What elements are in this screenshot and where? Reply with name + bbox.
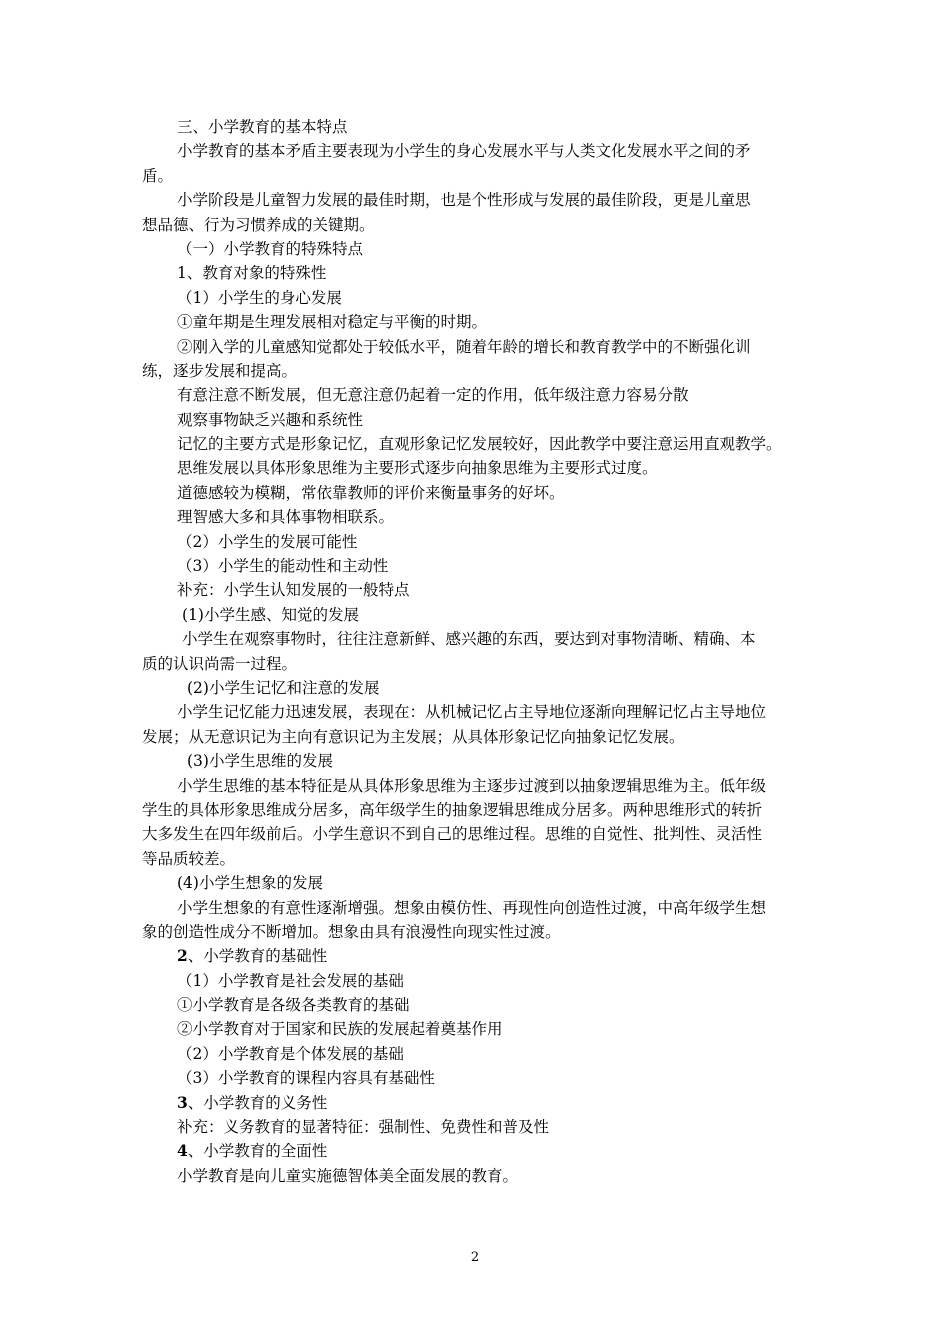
text-line [142, 554, 810, 578]
text-line [142, 676, 810, 700]
line-text: 小学生思维的基本特征是从具体形象思维为主逐步过渡到以抽象逻辑思维为主。低年级 [177, 776, 767, 795]
text-line [142, 822, 810, 846]
text-line [142, 944, 810, 968]
line-text: 道德感较为模糊，常依靠教师的评价来衡量事务的好坏。 [177, 483, 565, 502]
line-text: 象的创造性成分不断增加。想象由具有浪漫性向现实性过渡。 [142, 922, 561, 941]
text-line [142, 871, 810, 895]
section-number: 2 [177, 946, 188, 966]
text-line [142, 749, 810, 773]
text-line [142, 213, 810, 237]
text-line [142, 725, 810, 749]
text-line [142, 847, 810, 871]
line-text: 有意注意不断发展，但无意注意仍起着一定的作用，低年级注意力容易分散 [177, 386, 689, 405]
text-line [142, 139, 810, 163]
text-line [142, 920, 810, 944]
line-text: 想品德、行为习惯养成的关键期。 [142, 215, 375, 234]
text-line [142, 359, 810, 383]
line-text: 、小学教育的全面性 [187, 1142, 328, 1161]
line-text: 理智感大多和具体事物相联系。 [177, 508, 395, 527]
text-line [142, 1042, 810, 1066]
line-text: 、小学教育的基础性 [187, 947, 328, 966]
line-text: 观察事物缺乏兴趣和系统性 [177, 410, 364, 429]
text-line [142, 1164, 810, 1188]
text-line [142, 481, 810, 505]
text-line [142, 774, 810, 798]
text-line [142, 408, 810, 432]
line-text: 三、小学教育的基本特点 [177, 118, 348, 136]
line-text: 思维发展以具体形象思维为主要形式逐步向抽象思维为主要形式过度。 [177, 459, 658, 478]
text-line [142, 164, 810, 188]
line-text: 补充：义务教育的显著特征：强制性、免费性和普及性 [177, 1118, 550, 1137]
text-line [142, 969, 810, 993]
text-line [142, 896, 810, 920]
text-line [142, 1139, 810, 1163]
line-text: ①小学教育是各级各类教育的基础 [177, 996, 410, 1015]
line-text: 补充：小学生认知发展的一般特点 [177, 581, 410, 600]
line-text: （2）小学生的发展可能性 [177, 532, 358, 551]
line-text: 等品质较差。 [142, 849, 236, 868]
text-line [142, 335, 810, 359]
text-line [142, 1091, 810, 1115]
line-text: (1)小学生感、知觉的发展 [182, 605, 359, 624]
text-line [142, 505, 810, 529]
text-line [142, 798, 810, 822]
line-text: （1）小学教育是社会发展的基础 [177, 971, 404, 990]
text-line [142, 1017, 810, 1041]
line-text: 小学教育的基本矛盾主要表现为小学生的身心发展水平与人类文化发展水平之间的矛 [177, 142, 751, 161]
text-line [142, 627, 810, 651]
line-text: ②刚入学的儿童感知觉都处于较低水平，随着年龄的增长和教育教学中的不断强化训 [177, 337, 751, 356]
line-text: （3）小学教育的课程内容具有基础性 [177, 1069, 435, 1088]
line-text: (2)小学生记忆和注意的发展 [187, 678, 380, 697]
line-text: 小学生记忆能力迅速发展，表现在：从机械记忆占主导地位逐渐向理解记忆占主导地位 [177, 703, 767, 722]
line-text: 小学阶段是儿童智力发展的最佳时期，也是个性形成与发展的最佳阶段，更是儿童思 [177, 191, 751, 210]
text-line [142, 603, 810, 627]
text-line [142, 530, 810, 554]
text-line [142, 578, 810, 602]
line-text: 大多发生在四年级前后。小学生意识不到自己的思维过程。思维的自觉性、批判性、灵活性 [142, 825, 763, 844]
line-text: 小学生在观察事物时，往往注意新鲜、感兴趣的东西，要达到对事物清晰、精确、本 [182, 630, 756, 649]
line-text: (4)小学生想象的发展 [177, 874, 323, 893]
line-text: 盾。 [142, 166, 174, 185]
line-text: (3)小学生思维的发展 [187, 752, 333, 771]
text-line [142, 237, 810, 261]
text-line [142, 1066, 810, 1090]
text-line [142, 310, 810, 334]
line-text: （3）小学生的能动性和主动性 [177, 557, 389, 576]
text-line [142, 286, 810, 310]
line-text: 、小学教育的义务性 [187, 1093, 328, 1112]
text-line [142, 456, 810, 480]
line-text: （1）小学生的身心发展 [177, 288, 342, 307]
text-line [142, 652, 810, 676]
text-line [142, 993, 810, 1017]
document-body [142, 115, 810, 1188]
line-text: ②小学教育对于国家和民族的发展起着奠基作用 [177, 1020, 503, 1039]
text-line [142, 1115, 810, 1139]
text-line [142, 383, 810, 407]
line-text: 小学生想象的有意性逐渐增强。想象由模仿性、再现性向创造性过渡，中高年级学生想 [177, 898, 767, 917]
text-line [142, 700, 810, 724]
line-text: 学生的具体形象思维成分居多，高年级学生的抽象逻辑思维成分居多。两种思维形式的转折 [142, 800, 763, 819]
line-text: 练，逐步发展和提高。 [142, 361, 298, 380]
text-line [142, 261, 810, 285]
text-line [142, 432, 810, 456]
text-line [142, 115, 810, 139]
text-line [142, 188, 810, 212]
line-text: ①童年期是生理发展相对稳定与平衡的时期。 [177, 313, 488, 332]
line-text: 质的认识尚需一过程。 [142, 654, 298, 673]
page-number: 2 [470, 1250, 480, 1265]
line-text: 发展；从无意识记为主向有意识记为主发展；从具体形象记忆向抽象记忆发展。 [142, 727, 685, 746]
section-number: 4 [177, 1141, 188, 1161]
section-number: 3 [177, 1092, 188, 1112]
line-text: （2）小学教育是个体发展的基础 [177, 1044, 404, 1063]
line-text: （一）小学教育的特殊特点 [177, 239, 364, 258]
line-text: 记忆的主要方式是形象记忆，直观形象记忆发展较好，因此教学中要注意运用直观教学。 [177, 435, 782, 454]
line-text: 1、教育对象的特殊性 [177, 264, 327, 283]
line-text: 小学教育是向儿童实施德智体美全面发展的教育。 [177, 1166, 519, 1185]
